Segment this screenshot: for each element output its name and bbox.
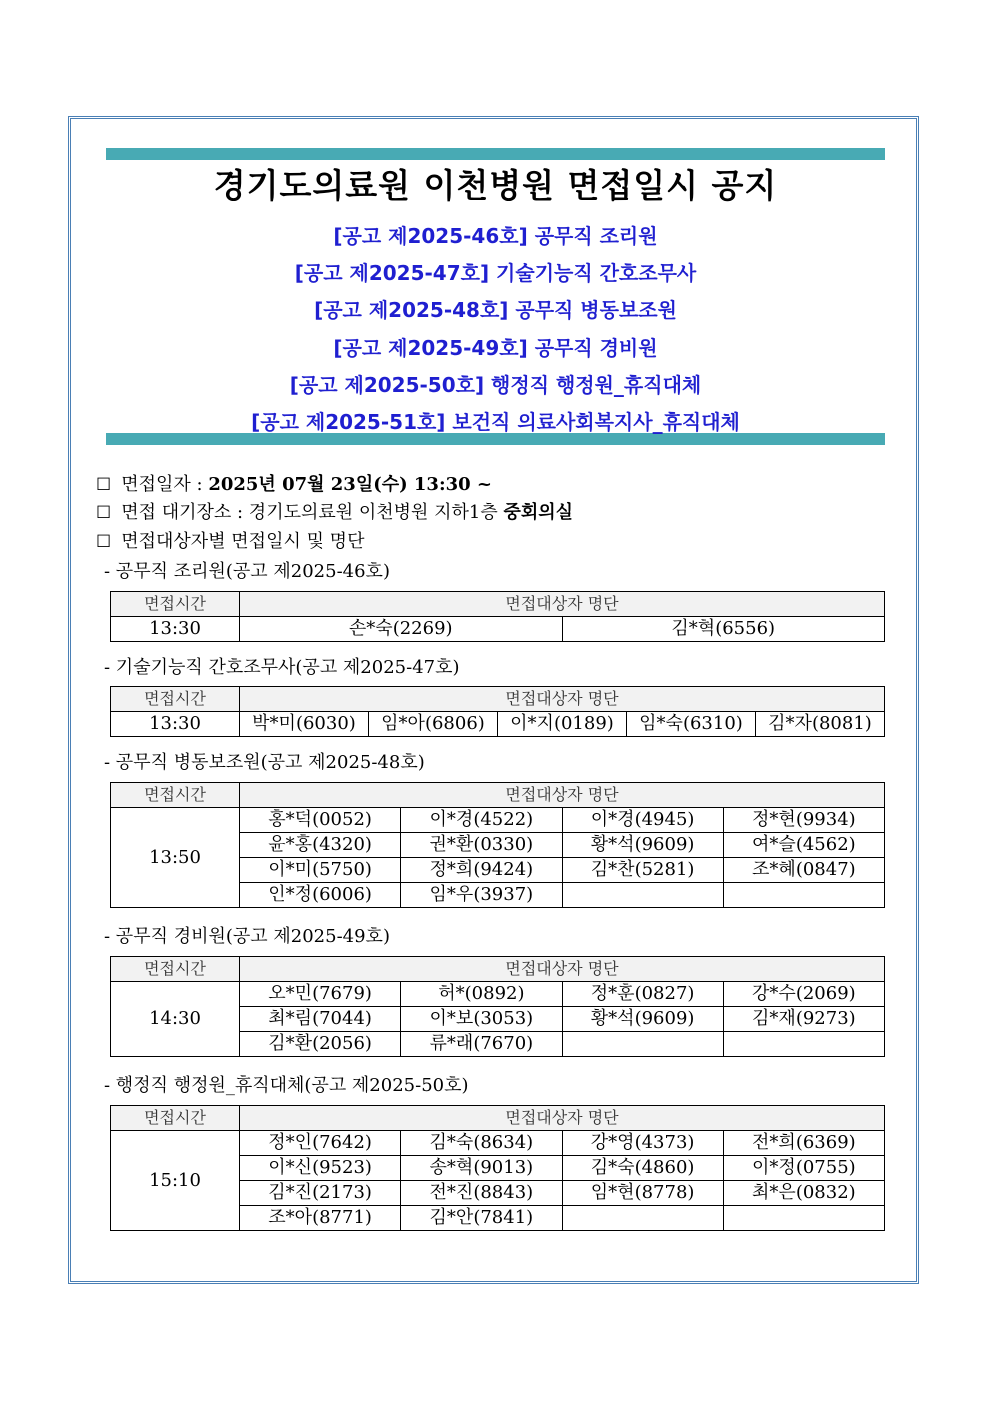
interview-time: 15:10 [111, 1131, 240, 1231]
candidate-cell: 이*정(0755) [723, 1156, 884, 1181]
candidate-cell: 권*환(0330) [401, 833, 562, 858]
interview-list [96, 527, 364, 553]
candidate-cell: 이*신(9523) [240, 1156, 401, 1181]
interview-time: 13:50 [111, 808, 240, 908]
header-names: 면접대상자 명단 [240, 1106, 885, 1131]
candidate-cell [723, 1206, 884, 1231]
candidate-cell: 김*자(8081) [756, 712, 885, 737]
interview-time: 13:30 [111, 617, 240, 642]
candidate-cell: 김*재(9273) [723, 1007, 884, 1032]
candidate-cell: 임*현(8778) [562, 1181, 723, 1206]
candidate-cell [562, 1206, 723, 1231]
schedule-table [110, 782, 885, 908]
header-time: 면접시간 [111, 687, 240, 712]
notice-line: [공고 제2025-51호] 보건직 의료사회복지사_휴직대체 [251, 410, 740, 434]
header-names: 면접대상자 명단 [240, 687, 885, 712]
candidate-cell: 임*우(3937) [401, 883, 562, 908]
checkbox-icon: ☐ [96, 503, 112, 523]
header-names: 면접대상자 명단 [240, 783, 885, 808]
section-title: - 공무직 조리원(공고 제2025-46호) [104, 561, 390, 582]
candidate-cell: 손*숙(2269) [240, 617, 563, 642]
notice-line: [공고 제2025-46호] 공무직 조리원 [333, 224, 658, 248]
header-time: 면접시간 [111, 1106, 240, 1131]
candidate-cell: 이*경(4945) [562, 808, 723, 833]
candidate-cell [723, 883, 884, 908]
candidate-cell: 류*래(7670) [401, 1032, 562, 1057]
schedule-table [110, 956, 885, 1057]
section-title: - 공무직 병동보조원(공고 제2025-48호) [104, 752, 425, 773]
candidate-cell: 황*석(9609) [562, 833, 723, 858]
candidate-cell: 김*숙(8634) [401, 1131, 562, 1156]
place-label: 면접 대기장소 : 경기도의료원 이천병원 지하1층 [121, 502, 504, 523]
candidate-cell: 이*경(4522) [401, 808, 562, 833]
candidate-cell: 강*수(2069) [723, 982, 884, 1007]
candidate-cell: 최*은(0832) [723, 1181, 884, 1206]
candidate-cell: 최*림(7044) [240, 1007, 401, 1032]
candidate-cell: 이*미(5750) [240, 858, 401, 883]
candidate-cell: 송*혁(9013) [401, 1156, 562, 1181]
notice-line: [공고 제2025-48호] 공무직 병동보조원 [314, 298, 677, 322]
page-title: 경기도의료원 이천병원 면접일시 공지 [213, 166, 778, 205]
candidate-cell: 임*숙(6310) [627, 712, 756, 737]
interview-time: 13:30 [111, 712, 240, 737]
candidate-cell: 조*혜(0847) [723, 858, 884, 883]
schedule-table [110, 1105, 885, 1231]
candidate-cell: 정*인(7642) [240, 1131, 401, 1156]
candidate-cell: 김*찬(5281) [562, 858, 723, 883]
title-bar-top [106, 148, 885, 160]
notice-line: [공고 제2025-49호] 공무직 경비원 [333, 336, 658, 360]
candidate-cell: 여*슬(4562) [723, 833, 884, 858]
list-label: 면접대상자별 면접일시 및 명단 [121, 531, 365, 552]
candidate-cell: 김*진(2173) [240, 1181, 401, 1206]
candidate-cell: 조*아(8771) [240, 1206, 401, 1231]
interview-date [96, 470, 492, 496]
candidate-cell: 임*아(6806) [369, 712, 498, 737]
interview-time: 14:30 [111, 982, 240, 1057]
candidate-cell: 김*안(7841) [401, 1206, 562, 1231]
candidate-cell [562, 1032, 723, 1057]
candidate-cell: 박*미(6030) [240, 712, 369, 737]
candidate-cell: 강*영(4373) [562, 1131, 723, 1156]
candidate-cell: 김*환(2056) [240, 1032, 401, 1057]
candidate-cell [723, 1032, 884, 1057]
header-names: 면접대상자 명단 [240, 957, 885, 982]
header-names: 면접대상자 명단 [240, 592, 885, 617]
date-label: 면접일자 : [121, 474, 209, 495]
header-time: 면접시간 [111, 957, 240, 982]
schedule-table [110, 686, 885, 737]
header-time: 면접시간 [111, 783, 240, 808]
candidate-cell: 전*희(6369) [723, 1131, 884, 1156]
candidate-cell: 황*석(9609) [562, 1007, 723, 1032]
candidate-cell [562, 883, 723, 908]
notice-line: [공고 제2025-50호] 행정직 행정원_휴직대체 [289, 373, 702, 397]
section-title: - 공무직 경비원(공고 제2025-49호) [104, 926, 390, 947]
candidate-cell: 오*민(7679) [240, 982, 401, 1007]
candidate-cell: 허*(0892) [401, 982, 562, 1007]
candidate-cell: 인*정(6006) [240, 883, 401, 908]
candidate-cell: 윤*홍(4320) [240, 833, 401, 858]
candidate-cell: 이*보(3053) [401, 1007, 562, 1032]
candidate-cell: 이*지(0189) [498, 712, 627, 737]
candidate-cell: 전*진(8843) [401, 1181, 562, 1206]
checkbox-icon: ☐ [96, 475, 112, 495]
section-title: - 행정직 행정원_휴직대체(공고 제2025-50호) [104, 1075, 469, 1096]
notice-line: [공고 제2025-47호] 기술기능직 간호조무사 [294, 261, 697, 285]
candidate-cell: 정*희(9424) [401, 858, 562, 883]
place-value: 중회의실 [503, 502, 574, 523]
schedule-table [110, 591, 885, 642]
candidate-cell: 홍*덕(0052) [240, 808, 401, 833]
candidate-cell: 김*숙(4860) [562, 1156, 723, 1181]
interview-place [96, 498, 573, 524]
candidate-cell: 정*훈(0827) [562, 982, 723, 1007]
header-time: 면접시간 [111, 592, 240, 617]
section-title: - 기술기능직 간호조무사(공고 제2025-47호) [104, 657, 460, 678]
candidate-cell: 정*현(9934) [723, 808, 884, 833]
checkbox-icon: ☐ [96, 532, 112, 552]
date-value: 2025년 07월 23일(수) 13:30 ~ [208, 474, 492, 495]
candidate-cell: 김*혁(6556) [562, 617, 885, 642]
